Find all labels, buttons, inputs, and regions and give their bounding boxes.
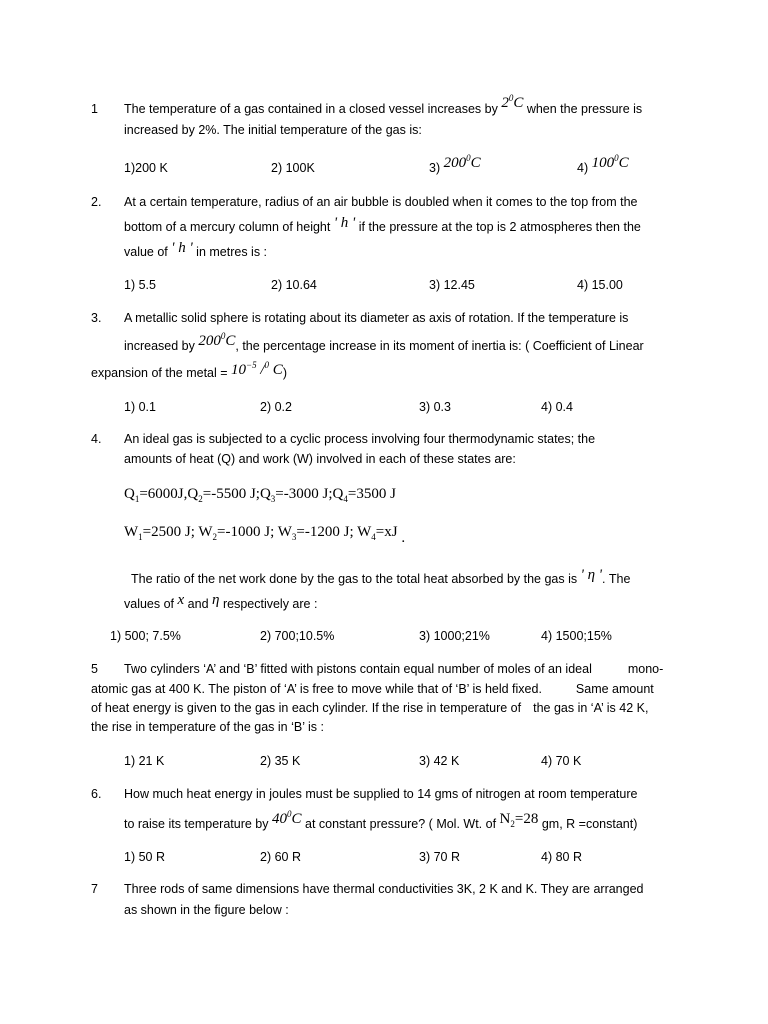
- q5-line3: of heat energy is given to the gas in each cylinder. If the rise in temperature of the gas in ‘A’ is 42 K,: [91, 701, 649, 715]
- q6-option-3: 3) 70 R: [419, 850, 460, 864]
- q6-option-1: 1) 50 R: [124, 850, 165, 864]
- q4-option-2: 2) 700;10.5%: [260, 629, 335, 643]
- q5-option-1: 1) 21 K: [124, 754, 165, 768]
- q4-line4: values of x and η respectively are :: [124, 592, 318, 611]
- q5-line1: Two cylinders ‘A’ and ‘B’ fitted with pistons contain equal number of moles of an ideal mono-: [124, 662, 664, 676]
- q1-option-2: 2) 100K: [271, 161, 315, 175]
- q3-option-3: 3) 0.3: [419, 400, 451, 414]
- q1-option-3: 3) $200^0C$: [429, 153, 481, 175]
- q2-option-3: 3) 12.45: [429, 278, 475, 292]
- q2-number: 2.: [91, 195, 102, 209]
- q6-option-4: 4) 80 R: [541, 850, 582, 864]
- q1-option-4: 4) $100^0C$: [577, 153, 629, 175]
- q3-line3: expansion of the metal = $10^{-5}$ /$^0$ C): [91, 360, 287, 380]
- q5-line4: the rise in temperature of the gas in ‘B’ is :: [91, 720, 324, 734]
- q3-line1: A metallic solid sphere is rotating about its diameter as axis of rotation. If the temperature is: [124, 311, 629, 325]
- q4-work-equation: $W_1=2500$ J; $W_2=-1000$ J; $W_3=-1200$ J; $W_4=xJ$ .: [124, 524, 406, 546]
- q4-option-1: 1) 500; 7.5%: [110, 629, 181, 643]
- q5-number: 5: [91, 662, 98, 676]
- q1-option-1: 1)200 K: [124, 161, 168, 175]
- q1-line2: increased by 2%. The initial temperature of the gas is:: [124, 123, 422, 137]
- q5-option-3: 3) 42 K: [419, 754, 460, 768]
- q2-line2: bottom of a mercury column of height ' h ' if the pressure at the top is 2 atmospheres then the: [124, 215, 641, 234]
- q7-line1: Three rods of same dimensions have thermal conductivities 3K, 2 K and K. They are arranged: [124, 882, 644, 896]
- q3-line2: increased by $200^0C$, the percentage increase in its moment of inertia is: ( Coefficient of Linear: [124, 331, 644, 353]
- q3-option-4: 4) 0.4: [541, 400, 573, 414]
- q4-line1: An ideal gas is subjected to a cyclic process involving four thermodynamic states; the: [124, 432, 596, 446]
- q6-line1: How much heat energy in joules must be supplied to 14 gms of nitrogen at room temperature: [124, 787, 638, 801]
- q7-line2: as shown in the figure below :: [124, 903, 289, 917]
- q5-option-2: 2) 35 K: [260, 754, 301, 768]
- q3-option-2: 2) 0.2: [260, 400, 292, 414]
- q1-line1: The temperature of a gas contained in a closed vessel increases by $2^0C$ when the pressure is: [124, 93, 643, 116]
- q5-option-4: 4) 70 K: [541, 754, 582, 768]
- q6-line2: to raise its temperature by $40^0C$ at constant pressure? ( Mol. Wt. of $N_2=28$ gm, R =constant): [124, 809, 638, 831]
- q7-number: 7: [91, 882, 98, 896]
- q2-option-4: 4) 15.00: [577, 278, 623, 292]
- q4-option-4: 4) 1500;15%: [541, 629, 612, 643]
- q3-option-1: 1) 0.1: [124, 400, 156, 414]
- q2-option-2: 2) 10.64: [271, 278, 317, 292]
- q2-line3: value of ' h ' in metres is :: [124, 240, 268, 259]
- q4-option-3: 3) 1000;21%: [419, 629, 490, 643]
- q5-line2: atomic gas at 400 K. The piston of ‘A’ is free to move while that of ‘B’ is held fixed. Same amount: [91, 682, 654, 696]
- q3-number: 3.: [91, 311, 102, 325]
- q1-number: 1: [91, 102, 98, 116]
- q4-heat-equation: $Q_1=6000J,Q_2=-5500$ $J;Q_3=-3000$ $J;Q_4=3500$ J: [124, 486, 396, 504]
- q2-line1: At a certain temperature, radius of an air bubble is doubled when it comes to the top from the: [124, 195, 638, 209]
- q2-option-1: 1) 5.5: [124, 278, 156, 292]
- q6-option-2: 2) 60 R: [260, 850, 301, 864]
- q4-number: 4.: [91, 432, 102, 446]
- q4-line3: The ratio of the net work done by the gas to the total heat absorbed by the gas is ' η '. The: [131, 567, 631, 586]
- q4-line2: amounts of heat (Q) and work (W) involved in each of these states are:: [124, 452, 516, 466]
- q6-number: 6.: [91, 787, 102, 801]
